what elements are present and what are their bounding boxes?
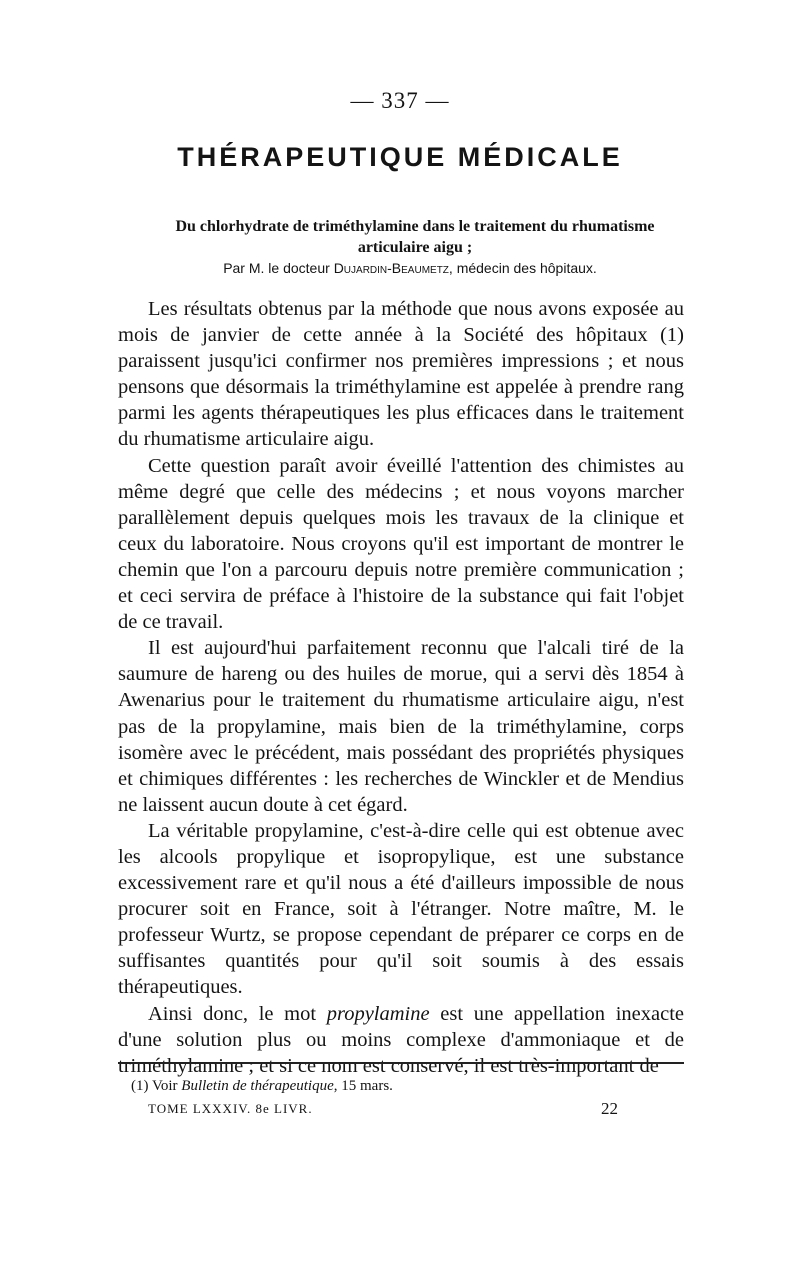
article-body — [118, 296, 684, 1079]
article-title: Du chlorhydrate de triméthylamine dans le traitement du rhumatisme articulaire aigu ; — [175, 218, 655, 256]
volume-signature: TOME LXXXIV. 8e LIVR. — [148, 1101, 313, 1116]
section-title: THÉRAPEUTIQUE MÉDICALE — [177, 142, 623, 172]
footnote-suffix: , 15 mars. — [333, 1078, 393, 1094]
paragraph: Il est aujourd'hui parfaitement reconnu que l'alcali tiré de la saumure de hareng ou des huiles de morue, qui a servi dès 1854 à Awenarius pour le traitement du rhumatisme articulaire aigu, n'est pas de la propylamine, mais bien de la triméthylamine, corps isomère avec le précédent, mais possédant des propriétés physiques et chimiques différentes : les recherches de Winckler et de Mendius ne laissent aucun doute à cet égard. — [118, 637, 684, 816]
paragraph-last — [118, 1001, 684, 1079]
paragraph-last-before: Ainsi donc, le mot — [148, 1002, 327, 1025]
byline — [130, 258, 690, 278]
byline-suffix: médecin des hôpitaux. — [452, 260, 597, 276]
paragraph-last-emphasis: propylamine — [326, 1002, 430, 1025]
signature-line — [148, 1101, 618, 1117]
paragraph-last-after: est une appellation inexacte d'une solution plus ou moins complexe d'ammoniaque et de triméthylamine ; et si ce nom est conservé, il est très-important de — [118, 1002, 684, 1077]
footnote — [131, 1078, 393, 1095]
paragraph: La véritable propylamine, c'est-à-dire celle qui est obtenue avec les alcools propylique et isopropylique, est une substance excessivement rare et qu'il nous a été d'ailleurs impossible de nous procurer soit en France, soit à l'étranger. Notre maître, M. le professeur Wurtz, se propose cependant de préparer ce corps en de suffisantes quantités pour qu'il soit soumis à des essais thérapeutiques. — [118, 819, 684, 999]
byline-prefix: Par M. le docteur — [223, 260, 334, 276]
byline-author: Dujardin-Beaumetz, — [333, 260, 453, 276]
page-number: — 337 — — [350, 88, 450, 113]
paragraph: Les résultats obtenus par la méthode que nous avons exposée au mois de janvier de cette année à la Société des hôpitaux (1) paraissent jusqu'ici confirmer nos premières impressions ; et nous pensons que désormais la triméthylamine est appelée à prendre rang parmi les agents thérapeutiques les plus efficaces dans le traitement du rhumatisme articulaire aigu. — [118, 298, 684, 451]
gathering-number: 22 — [601, 1099, 618, 1118]
footnote-divider — [118, 1062, 684, 1064]
footnote-source: Bulletin de thérapeutique — [181, 1078, 334, 1094]
footnote-prefix: (1) Voir — [131, 1078, 182, 1094]
paragraph: Cette question paraît avoir éveillé l'attention des chimistes au même degré que celle des médecins ; et nous voyons marcher parallèlement depuis quelques mois les travaux de la clinique et ceux du laboratoire. Nous croyons qu'il est important de montrer le chemin que l'on a parcouru depuis notre première communication ; et ceci servira de préface à l'histoire de la substance qui fait l'objet de ce travail. — [118, 454, 684, 634]
